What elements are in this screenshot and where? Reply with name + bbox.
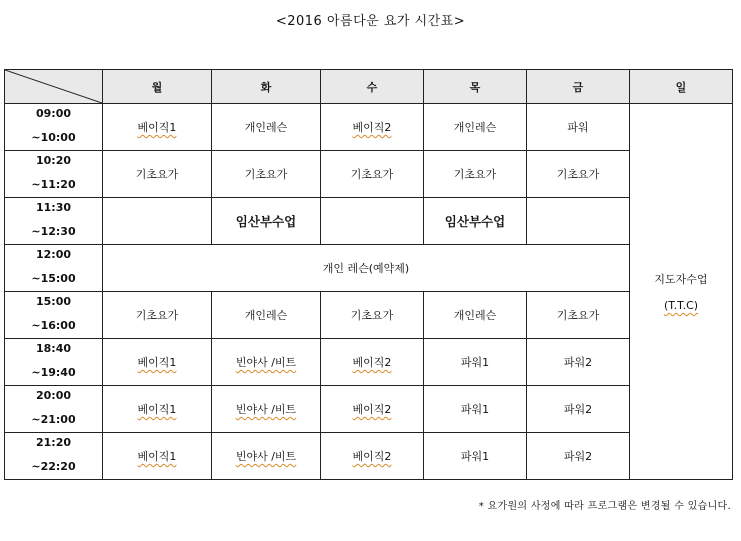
page-title: <2016 아름다운 요가 시간표> xyxy=(275,14,466,29)
table-row xyxy=(5,104,733,151)
class-label: 기초요가 xyxy=(135,168,179,181)
class-label: 베이직2 xyxy=(352,450,392,463)
class-label: 개인레슨 xyxy=(453,121,497,134)
time-end: ~19:40 xyxy=(31,366,76,379)
time-start: 21:20 xyxy=(35,436,71,449)
class-cell xyxy=(103,292,212,339)
class-cell xyxy=(103,104,212,151)
class-cell xyxy=(321,386,424,433)
class-cell xyxy=(103,386,212,433)
day-header-thu: 목 xyxy=(424,70,527,104)
class-label: 기초요가 xyxy=(135,309,179,322)
class-cell xyxy=(527,386,630,433)
class-label: 개인레슨 xyxy=(244,309,288,322)
class-cell xyxy=(103,198,212,245)
time-cell xyxy=(5,245,103,292)
time-cell xyxy=(5,198,103,245)
class-cell xyxy=(212,339,321,386)
class-cell xyxy=(527,151,630,198)
header-row xyxy=(5,70,733,104)
class-label: 기초요가 xyxy=(244,168,288,181)
time-cell xyxy=(5,104,103,151)
time-cell xyxy=(5,292,103,339)
time-end: ~10:00 xyxy=(31,131,76,144)
class-cell xyxy=(212,386,321,433)
class-label: 파워2 xyxy=(563,356,593,369)
timetable xyxy=(4,69,733,480)
time-end: ~15:00 xyxy=(31,272,76,285)
diagonal-line-icon xyxy=(5,70,102,103)
time-cell xyxy=(5,339,103,386)
time-start: 20:00 xyxy=(35,389,71,402)
class-label: 임산부수업 xyxy=(235,214,297,229)
class-cell xyxy=(321,339,424,386)
class-cell xyxy=(321,104,424,151)
table-row xyxy=(5,245,733,292)
class-label: 베이직1 xyxy=(137,121,177,134)
time-cell xyxy=(5,386,103,433)
class-label: 임산부수업 xyxy=(444,214,506,229)
class-cell xyxy=(527,433,630,480)
class-label: 기초요가 xyxy=(350,309,394,322)
class-label: 기초요가 xyxy=(453,168,497,181)
class-label: 파워 xyxy=(567,121,589,134)
class-label: 베이직1 xyxy=(137,450,177,463)
class-label: 기초요가 xyxy=(556,309,600,322)
day-header-mon: 월 xyxy=(103,70,212,104)
class-cell xyxy=(212,292,321,339)
class-label: 빈야사 /비트 xyxy=(235,356,297,369)
day-header-tue: 화 xyxy=(212,70,321,104)
table-row xyxy=(5,433,733,480)
table-row xyxy=(5,386,733,433)
class-label: 파워2 xyxy=(563,450,593,463)
class-cell xyxy=(212,151,321,198)
class-cell xyxy=(424,386,527,433)
class-cell xyxy=(424,433,527,480)
class-cell xyxy=(424,292,527,339)
class-cell xyxy=(321,198,424,245)
class-cell xyxy=(212,198,321,245)
time-cell xyxy=(5,433,103,480)
class-label: 베이직2 xyxy=(352,356,392,369)
class-label: 파워1 xyxy=(460,450,490,463)
merged-class-cell xyxy=(103,245,630,292)
day-header-fri: 금 xyxy=(527,70,630,104)
class-label: 파워1 xyxy=(460,356,490,369)
class-cell xyxy=(321,292,424,339)
class-cell xyxy=(212,433,321,480)
class-cell xyxy=(321,151,424,198)
class-cell xyxy=(103,151,212,198)
class-cell xyxy=(527,339,630,386)
class-cell xyxy=(527,292,630,339)
class-cell xyxy=(103,339,212,386)
class-cell xyxy=(527,104,630,151)
class-label: 베이직1 xyxy=(137,356,177,369)
time-end: ~21:00 xyxy=(31,413,76,426)
class-label: 빈야사 /비트 xyxy=(235,450,297,463)
day-header-sun: 일 xyxy=(630,70,733,104)
class-cell xyxy=(424,104,527,151)
time-start: 12:00 xyxy=(35,248,71,261)
table-row xyxy=(5,292,733,339)
time-end: ~16:00 xyxy=(31,319,76,332)
class-label: 기초요가 xyxy=(350,168,394,181)
class-label: 베이직2 xyxy=(352,121,392,134)
sunday-class-label: 지도자수업 xyxy=(654,273,708,286)
day-header-wed: 수 xyxy=(321,70,424,104)
time-end: ~12:30 xyxy=(31,225,76,238)
time-cell xyxy=(5,151,103,198)
time-end: ~11:20 xyxy=(31,178,76,191)
footnote: * 요가원의 사정에 따라 프로그램은 변경될 수 있습니다. xyxy=(478,501,731,512)
time-start: 15:00 xyxy=(35,295,71,308)
class-label: 개인 레슨(예약제) xyxy=(322,262,410,275)
time-start: 18:40 xyxy=(35,342,71,355)
class-label: 개인레슨 xyxy=(453,309,497,322)
time-start: 09:00 xyxy=(35,107,71,120)
class-cell xyxy=(321,433,424,480)
sunday-cell xyxy=(630,104,733,480)
table-row xyxy=(5,198,733,245)
class-cell xyxy=(424,198,527,245)
sunday-class-sub: (T.T.C) xyxy=(663,299,699,312)
class-label: 개인레슨 xyxy=(244,121,288,134)
class-cell xyxy=(212,104,321,151)
class-label: 베이직1 xyxy=(137,403,177,416)
class-cell xyxy=(527,198,630,245)
table-row xyxy=(5,339,733,386)
corner-cell xyxy=(5,70,103,104)
time-start: 10:20 xyxy=(35,154,71,167)
time-start: 11:30 xyxy=(35,201,71,214)
table-row xyxy=(5,151,733,198)
time-end: ~22:20 xyxy=(31,460,76,473)
class-label: 기초요가 xyxy=(556,168,600,181)
class-label: 파워1 xyxy=(460,403,490,416)
class-cell xyxy=(103,433,212,480)
class-cell xyxy=(424,151,527,198)
class-label: 빈야사 /비트 xyxy=(235,403,297,416)
class-label: 파워2 xyxy=(563,403,593,416)
class-label: 베이직2 xyxy=(352,403,392,416)
class-cell xyxy=(424,339,527,386)
